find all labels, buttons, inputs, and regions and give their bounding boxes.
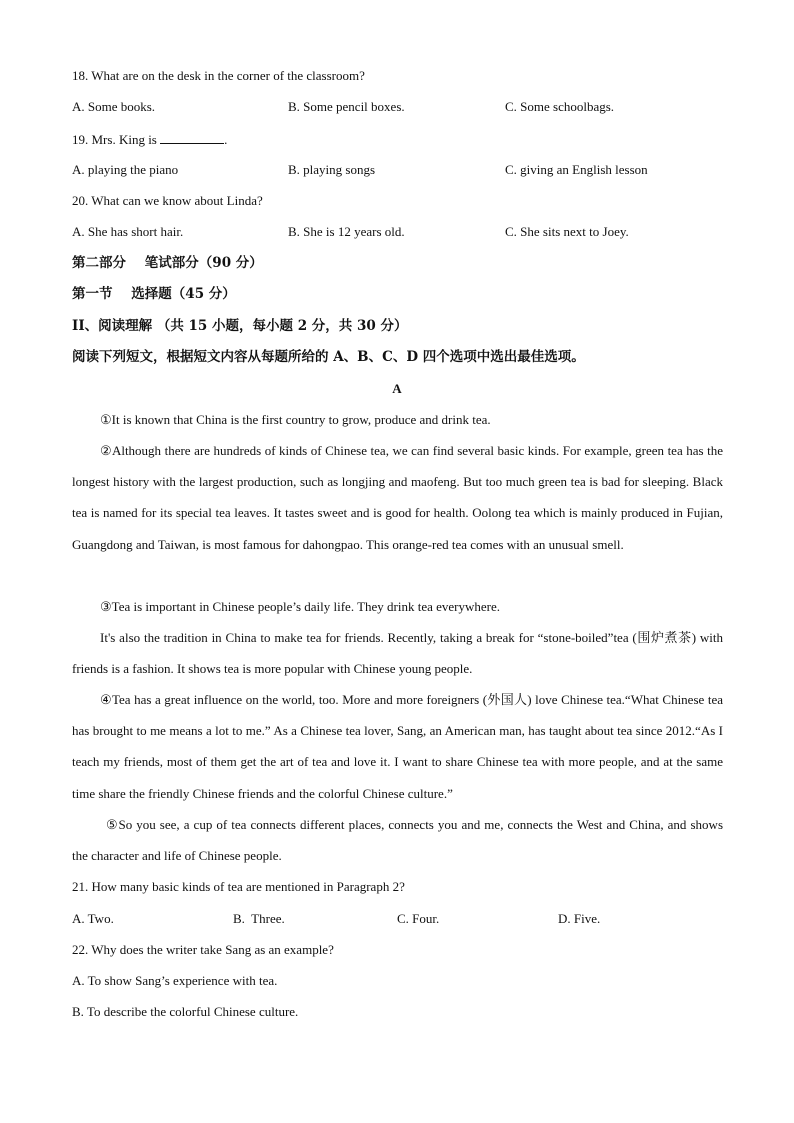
- question-19-stem-text: 19. Mrs. King is: [72, 132, 157, 147]
- question-20-option-c: C. She sits next to Joey.: [505, 224, 629, 239]
- passage-paragraph-5: ⑤So you see, a cup of tea connects different places, connects you and me, connects the West and China, and shows the character and life of Chinese people.: [72, 817, 723, 864]
- question-18-option-a: A. Some books.: [72, 99, 156, 114]
- question-19-option-a: A. playing the piano: [72, 162, 179, 177]
- reading-instruction: 阅读下列短文，根据短文内容从每题所给的 A、B、C、D 四个选项中选出最佳选项。: [72, 349, 585, 365]
- question-18-option-b: B. Some pencil boxes.: [288, 99, 405, 114]
- question-21-option-a: A. Two.: [72, 911, 114, 926]
- question-20-option-b: B. She is 12 years old.: [288, 224, 405, 239]
- question-19-option-c: C. giving an English lesson: [505, 162, 648, 177]
- question-19-stem-end: .: [224, 132, 228, 147]
- question-20-option-a: A. She has short hair.: [72, 224, 184, 239]
- passage-label: A: [392, 381, 402, 396]
- passage-paragraph-2: ②Although there are hundreds of kinds of Chinese tea, we can find several basic kinds. For example, green tea has the longest history with the largest production, such as longjing and maofeng. But too much green tea is bad for sleeping. Black tea is named for its special tea leaves. It tastes sweet and is good for health. Oolong tea which is mainly produced in Fujian, Guangdong and Taiwan, is most famous for dahongpao. This orange-red tea comes with an unusual smell.: [72, 443, 723, 552]
- question-22-option-a: A. To show Sang’s experience with tea.: [72, 973, 278, 988]
- passage-paragraph-3-continued: It's also the tradition in China to make tea for friends. Recently, taking a break for “stone-boiled”tea (围炉煮茶) with friends is a fashion. It shows tea is more popular with Chinese young people.: [72, 630, 723, 677]
- question-19-option-b: B. playing songs: [288, 162, 376, 177]
- question-21-option-c: C. Four.: [397, 911, 440, 926]
- question-20-stem: 20. What can we know about Linda?: [72, 193, 263, 208]
- section-one-heading: 第一节 选择题（45 分）: [72, 286, 236, 302]
- part-two-heading: 第二部分 笔试部分（90 分）: [72, 255, 263, 271]
- passage-paragraph-3: ③Tea is important in Chinese people’s daily life. They drink tea everywhere.: [100, 599, 501, 614]
- question-21-option-b: B. Three.: [233, 911, 285, 926]
- reading-comprehension-heading: II、阅读理解 （共 15 小题，每小题 2 分，共 30 分）: [72, 318, 408, 334]
- question-22-stem: 22. Why does the writer take Sang as an example?: [72, 942, 334, 957]
- question-18-stem: 18. What are on the desk in the corner of the classroom?: [72, 68, 365, 83]
- passage-paragraph-1: ①It is known that China is the first country to grow, produce and drink tea.: [100, 412, 491, 427]
- question-19-stem: [72, 131, 227, 148]
- question-18-option-c: C. Some schoolbags.: [505, 99, 615, 114]
- answer-blank: [160, 131, 224, 144]
- question-21-option-d: D. Five.: [558, 911, 601, 926]
- question-21-stem: 21. How many basic kinds of tea are mentioned in Paragraph 2?: [72, 879, 405, 894]
- question-22-option-b: B. To describe the colorful Chinese culture.: [72, 1004, 299, 1019]
- passage-paragraph-4: ④Tea has a great influence on the world, too. More and more foreigners (外国人) love Chinese tea.“What Chinese tea has brought to me means a lot to me.” As a Chinese tea lover, Sang, an American man, has taught about tea since 2012.“As I teach my friends, most of them get the art of tea and love it. I want to share Chinese tea with more people, and at the same time share the friendly Chinese friends and the colorful Chinese culture.”: [72, 692, 723, 801]
